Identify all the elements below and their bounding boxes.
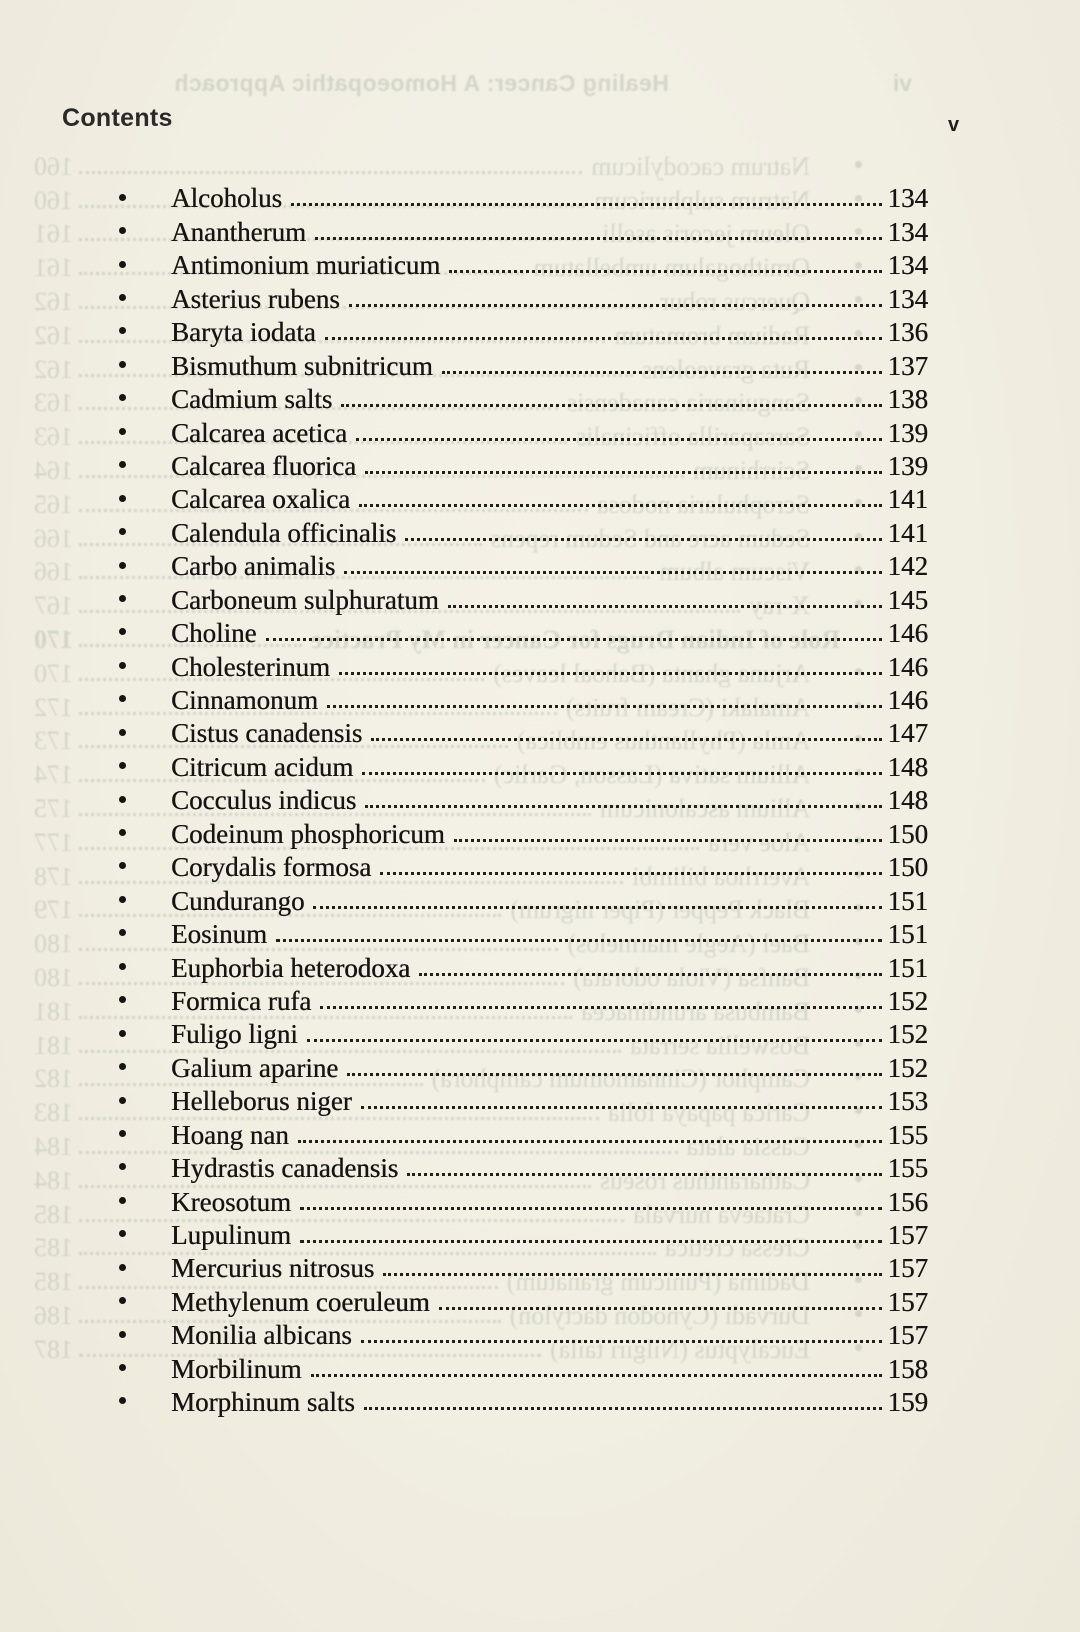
dotted-leader (362, 772, 881, 775)
bleed-through-entry-page: 175 (34, 793, 73, 823)
bleed-through-book-title: Healing Cancer: A Homoeopathic Approach (173, 70, 669, 96)
toc-row (62, 814, 928, 847)
bleed-through-entry-name: Black Pepper (Piper nigrum) (510, 895, 810, 925)
dotted-leader (365, 805, 881, 808)
page-folio: v (948, 114, 960, 136)
bleed-through-entry-name: Eucalyptus (Nilgiri taila) (550, 1334, 810, 1364)
bullet-icon (119, 762, 126, 769)
toc-entry-name: Cinnamonum (171, 685, 318, 715)
toc-entry-page: 155 (887, 1153, 928, 1184)
bullet-icon (119, 294, 126, 301)
toc-entry-page: 152 (887, 985, 928, 1016)
dotted-leader (325, 337, 882, 340)
toc-entry-name: Galium aparine (171, 1052, 339, 1083)
bleed-through-entry-name: Allium sativa (Lasson, Garlic) (493, 760, 810, 790)
toc-row (62, 948, 928, 981)
toc-entry-name: Formica rufa (171, 985, 312, 1016)
dotted-leader (341, 404, 881, 407)
bullet-icon (119, 428, 126, 435)
bullet-icon (119, 1063, 126, 1070)
dotted-leader (79, 171, 582, 174)
bleed-through-entry-page: 184 (34, 1131, 73, 1161)
toc-row (62, 1349, 928, 1382)
toc-entry-page: 159 (887, 1387, 928, 1418)
bleed-through-entry-page: 162 (34, 320, 73, 350)
toc-row (62, 1015, 928, 1048)
bleed-through-entry-page: 181 (34, 996, 73, 1026)
toc-entry-page: 157 (887, 1320, 928, 1351)
bleed-through-entry-page: 162 (34, 286, 73, 316)
toc-entry-page: 141 (887, 517, 928, 548)
bleed-through-entry-name: Cassia alata (686, 1131, 810, 1161)
bleed-through-running-header (30, 70, 1050, 97)
bleed-through-entry-page: 181 (34, 1030, 73, 1060)
bleed-through-entry-name: X-ray (749, 591, 810, 621)
toc-row (62, 915, 928, 948)
bleed-through-entry-name: Ruta graveolens (641, 354, 810, 384)
bullet-icon (119, 996, 126, 1003)
bleed-through-entry-page: 185 (34, 1199, 73, 1229)
dotted-leader (365, 471, 881, 474)
bleed-through-entry-page: 161 (34, 219, 73, 249)
dotted-leader (439, 1307, 882, 1310)
bleed-through-entry-page: 162 (34, 354, 73, 384)
bullet-icon (119, 896, 126, 903)
toc-row (62, 848, 928, 881)
bleed-through-entry-page: 170 (34, 624, 73, 654)
toc-entry-name: Morphinum salts (171, 1387, 355, 1418)
bullet-icon (119, 695, 126, 702)
toc-entry-page: 139 (887, 450, 928, 481)
bullet-icon (119, 829, 126, 836)
bullet-icon (119, 1197, 126, 1204)
bleed-through-entry-page: 160 (34, 151, 73, 181)
bleed-through-entry-page: 180 (34, 962, 73, 992)
toc-entry-name: Bismuthum subnitricum (171, 350, 433, 381)
bullet-icon (119, 1030, 126, 1037)
toc-row (62, 1048, 928, 1081)
toc-entry-name: Baryta iodata (171, 317, 316, 348)
bleed-through-entry-name: Banfsa (Viola odorata) (573, 962, 810, 992)
dotted-leader (347, 1073, 881, 1076)
dotted-leader (407, 1173, 881, 1176)
toc-entry-name: Calcarea oxalica (171, 484, 351, 515)
toc-row (62, 982, 928, 1015)
dotted-leader (442, 371, 882, 374)
bleed-through-entry-page: 178 (34, 861, 73, 891)
bleed-through-entry-name: Crataeva nurvala (633, 1199, 810, 1229)
bullet-icon (119, 1364, 126, 1371)
bullet-icon (119, 963, 126, 970)
toc-entry-page: 139 (887, 417, 928, 448)
dotted-leader (364, 1407, 882, 1410)
bleed-through-entry-page: 163 (34, 422, 73, 452)
toc-entry-page: 146 (887, 651, 928, 682)
toc-entry-name: Mercurius nitrosus (171, 1253, 375, 1284)
toc-entry-page: 148 (887, 785, 928, 816)
toc-entry-name: Calcarea acetica (171, 417, 348, 448)
bleed-through-entry-name: Quercus robur (660, 286, 810, 316)
toc-row (62, 580, 928, 613)
bullet-icon (119, 595, 126, 602)
toc-entry-name: Cocculus indicus (171, 785, 357, 816)
bullet-icon (119, 1397, 126, 1404)
toc-row (62, 747, 928, 780)
toc-entry-name: Anantherum (171, 216, 306, 247)
toc-entry-name: Alcoholus (171, 183, 282, 214)
bleed-through-entry-name: Sedum acre and Sedum repens (490, 523, 810, 553)
toc-entry-name: Hydrastis canadensis (171, 1153, 399, 1184)
bleed-through-entry-name: Natrum sulphuricum (594, 185, 810, 215)
bleed-through-entry-name: Aloe vera (708, 827, 810, 857)
dotted-leader (276, 939, 881, 942)
toc-entry-name: Lupulinum (171, 1220, 291, 1250)
bleed-through-entry-name: Radium bromatum (614, 320, 810, 350)
toc-row (62, 781, 928, 814)
toc-row (62, 480, 928, 513)
bullet-icon (119, 628, 126, 635)
toc-entry-name: Calcarea fluorica (171, 450, 357, 481)
toc-entry-page: 145 (887, 584, 928, 615)
bleed-through-entry-page: 160 (34, 185, 73, 215)
toc-row (62, 881, 928, 914)
toc-row (62, 413, 928, 446)
toc-entry-name: Helleborus niger (171, 1086, 352, 1117)
bleed-through-entry-name: Catharanthus roseus (599, 1165, 810, 1195)
bullet-icon (855, 161, 862, 168)
toc-entry-name: Kreosotum (171, 1186, 291, 1217)
dotted-leader (298, 1140, 882, 1143)
dotted-leader (448, 605, 882, 608)
toc-entry-page: 146 (887, 618, 928, 649)
toc-entry-page: 147 (887, 718, 928, 749)
toc-row (62, 547, 928, 580)
dotted-leader (307, 1039, 882, 1042)
bleed-through-entry-name: Sanguinaria canadensis (566, 388, 810, 418)
toc-entry-page: 137 (887, 350, 928, 381)
bleed-through-entry-page: 174 (34, 760, 73, 790)
toc-row (62, 1216, 928, 1249)
toc-row (62, 1115, 928, 1148)
toc-entry-name: Carbo animalis (171, 551, 336, 582)
dotted-leader (405, 538, 881, 541)
toc-entry-name: Corydalis formosa (171, 852, 372, 883)
bullet-icon (119, 261, 126, 268)
toc-entry-page: 150 (887, 852, 928, 883)
toc-entry-page: 152 (887, 1052, 928, 1083)
bleed-through-entry-name: Camphor (Cinnamomum camphora) (431, 1064, 810, 1094)
bleed-through-entry-page: 163 (34, 388, 73, 418)
bleed-through-entry-page: 172 (34, 692, 73, 722)
dotted-leader (315, 237, 882, 240)
bleed-through-entry-page: 166 (34, 557, 73, 587)
bleed-through-entry-name: Scirrhinum (693, 455, 810, 485)
bleed-through-entry-name: Bambusa arundinacea (581, 996, 810, 1026)
toc-entry-page: 157 (887, 1286, 928, 1317)
toc-row (62, 1383, 928, 1416)
toc-entry-page: 136 (887, 317, 928, 348)
bleed-through-entry-name: Dadima (Punicum granatum) (506, 1267, 810, 1297)
bleed-through-entry-name: Ornithogalum umbellatum (533, 253, 810, 283)
toc-row (62, 447, 928, 480)
dotted-leader (311, 1374, 882, 1377)
toc-list (62, 179, 928, 1416)
bleed-through-folio: vi (892, 70, 912, 96)
bullet-icon (119, 1264, 126, 1271)
dotted-leader (359, 504, 881, 507)
toc-entry-page: 156 (887, 1186, 928, 1217)
toc-row (62, 246, 928, 283)
toc-entry-name: Euphorbia heterodoxa (171, 952, 411, 983)
toc-entry-name: Eosinum (171, 919, 268, 950)
toc-row (62, 614, 928, 647)
toc-entry-name: Cundurango (171, 885, 305, 916)
toc-row (62, 380, 928, 413)
bullet-icon (119, 862, 126, 869)
dotted-leader (339, 672, 882, 675)
dotted-leader (300, 1207, 882, 1210)
bleed-through-entry-page: 177 (34, 827, 73, 857)
toc-entry-page: 158 (887, 1353, 928, 1384)
bullet-icon (119, 929, 126, 936)
toc-entry-name: Hoang nan (171, 1119, 289, 1150)
bullet-icon (119, 796, 126, 803)
bleed-through-entry-page: 182 (34, 1064, 73, 1094)
toc-entry-name: Methylenum coeruleum (171, 1286, 430, 1317)
bleed-through-entry-page: 164 (34, 455, 73, 485)
bullet-icon (119, 361, 126, 368)
toc-entry-name: Cadmium salts (171, 384, 333, 415)
bleed-through-entry-name: Role of Indian Drugs for Cancer in My Practice (310, 624, 840, 654)
toc-row (62, 1149, 928, 1182)
bleed-through-entry-page: 166 (34, 523, 73, 553)
bullet-icon (119, 1163, 126, 1170)
bullet-icon (119, 662, 126, 669)
bullet-icon (119, 1331, 126, 1338)
bullet-icon (119, 194, 126, 201)
dotted-leader (313, 906, 881, 909)
toc-entry-page: 155 (887, 1119, 928, 1150)
toc-row (62, 513, 928, 546)
bleed-through-entry-name: Scrophularia nodosa (596, 489, 810, 519)
toc-entry-name: Choline (171, 618, 257, 649)
bleed-through-entry-name: Amalaki (Cream fruits) (565, 692, 810, 722)
toc-entry-name: Cholesterinum (171, 651, 330, 682)
bleed-through-entry-name: Oleum jecoris aselli (602, 219, 810, 249)
toc-row (62, 1182, 928, 1215)
toc-row (62, 279, 928, 312)
toc-entry-page: 153 (887, 1086, 928, 1117)
bleed-through-entry-page: 183 (34, 1098, 73, 1128)
dotted-leader (419, 973, 881, 976)
toc-entry-name: Codeinum phosphoricum (171, 818, 445, 849)
dotted-leader (300, 1240, 882, 1243)
dotted-leader (371, 738, 881, 741)
dotted-leader (349, 304, 882, 307)
bleed-through-entry-page: 173 (34, 726, 73, 756)
toc-entry-name: Fuligo ligni (171, 1019, 298, 1050)
toc-row (62, 1316, 928, 1349)
dotted-leader (454, 839, 882, 842)
dotted-leader (361, 1106, 882, 1109)
toc-entry-page: 134 (887, 183, 928, 214)
toc-row (62, 179, 928, 215)
bleed-through-entry-name: Averrhoa bilimbi (632, 861, 810, 891)
page-title: Contents (62, 104, 173, 132)
toc-row (62, 714, 928, 747)
dotted-leader (380, 872, 881, 875)
bullet-icon (119, 562, 126, 569)
toc-entry-name: Carboneum sulphuratum (171, 584, 439, 615)
bleed-through-entry-name: Cressa cretica (664, 1233, 810, 1263)
toc-row (62, 313, 928, 346)
toc-row (62, 647, 928, 680)
toc-entry-name: Monilia albicans (171, 1320, 352, 1351)
bleed-through-entry-page: 165 (34, 489, 73, 519)
toc-entry-page: 152 (887, 1019, 928, 1050)
toc-entry-page: 138 (887, 384, 928, 415)
dotted-leader (356, 438, 881, 441)
dotted-leader (291, 203, 882, 206)
bullet-icon (119, 1230, 126, 1237)
bullet-icon (119, 327, 126, 334)
dotted-leader (344, 571, 881, 574)
toc-entry-name: Calendula officinalis (171, 517, 397, 548)
bullet-icon (119, 227, 126, 234)
bleed-through-entry-page: 179 (34, 895, 73, 925)
bleed-through-entry-page: 167 (34, 591, 73, 621)
toc-row (62, 1282, 928, 1315)
toc-row (62, 1249, 928, 1282)
toc-row (62, 681, 928, 714)
toc-entry-name: Morbilinum (171, 1353, 302, 1384)
bleed-through-entry-name: Boswellia serrata (630, 1030, 810, 1060)
bleed-through-entry-page: 184 (34, 1165, 73, 1195)
bleed-through-entry-name: Bael (Aegle marmelos) (567, 929, 810, 959)
bullet-icon (119, 1130, 126, 1137)
toc-entry-page: 142 (887, 551, 928, 582)
bleed-through-entry-page: 187 (34, 1334, 73, 1364)
toc-entry-page: 134 (887, 216, 928, 247)
bullet-icon (119, 1097, 126, 1104)
toc-entry-name: Asterius rubens (171, 283, 340, 314)
bleed-through-entry-page: 185 (34, 1267, 73, 1297)
toc-entry-page: 134 (887, 283, 928, 314)
bleed-through-entry-page: 161 (34, 253, 73, 283)
bullet-icon (119, 495, 126, 502)
bleed-through-entry-name: Amla (Phyllanthus emblica) (516, 726, 810, 756)
bleed-through-entry-name: Viscum album (659, 557, 810, 587)
toc-entry-page: 134 (887, 250, 928, 281)
toc-entry-page: 157 (887, 1253, 928, 1284)
bleed-through-entry-name: Carica papaya folia (607, 1098, 810, 1128)
bleed-through-entry-page: 185 (34, 1233, 73, 1263)
bleed-through-entry-name: Allium ascalonicum (599, 793, 810, 823)
bleed-through-entry-name: Durvadi (Cynodon dactylon) (509, 1300, 810, 1330)
dotted-leader (383, 1273, 881, 1276)
toc-entry-page: 151 (887, 885, 928, 916)
bleed-through-toc-row (34, 146, 1050, 180)
bleed-through-entry-name: Sarsaparilla officinalis (575, 422, 810, 452)
toc-entry-name: Citricum acidum (171, 751, 354, 782)
bleed-through-entry-page: 180 (34, 929, 73, 959)
toc-entry-page: 146 (887, 685, 928, 715)
toc-entry-page: 148 (887, 751, 928, 782)
toc-entry-page: 141 (887, 484, 928, 515)
toc-row (62, 346, 928, 379)
bleed-through-entry-name: Natrum cacodylicum (591, 151, 810, 181)
dotted-leader (361, 1340, 882, 1343)
toc-entry-name: Antimonium muriaticum (171, 250, 441, 281)
bullet-icon (119, 729, 126, 736)
bullet-icon (119, 394, 126, 401)
toc-entry-page: 151 (887, 919, 928, 950)
dotted-leader (449, 270, 881, 273)
toc-row (62, 1082, 928, 1115)
bleed-through-entry-page: 186 (34, 1300, 73, 1330)
bleed-through-entry-name: Arjuna ghanta (Bahoal leaves) (493, 658, 810, 688)
bullet-icon (119, 1297, 126, 1304)
bullet-icon (119, 528, 126, 535)
toc-entry-page: 150 (887, 818, 928, 849)
bleed-through-entry-page: 170 (34, 658, 73, 688)
dotted-leader (327, 705, 882, 708)
toc-entry-page: 157 (887, 1220, 928, 1250)
dotted-leader (266, 638, 882, 641)
toc-entry-page: 151 (887, 952, 928, 983)
bullet-icon (119, 461, 126, 468)
toc-row (62, 212, 928, 249)
dotted-leader (320, 1006, 881, 1009)
toc-entry-name: Cistus canadensis (171, 718, 363, 749)
